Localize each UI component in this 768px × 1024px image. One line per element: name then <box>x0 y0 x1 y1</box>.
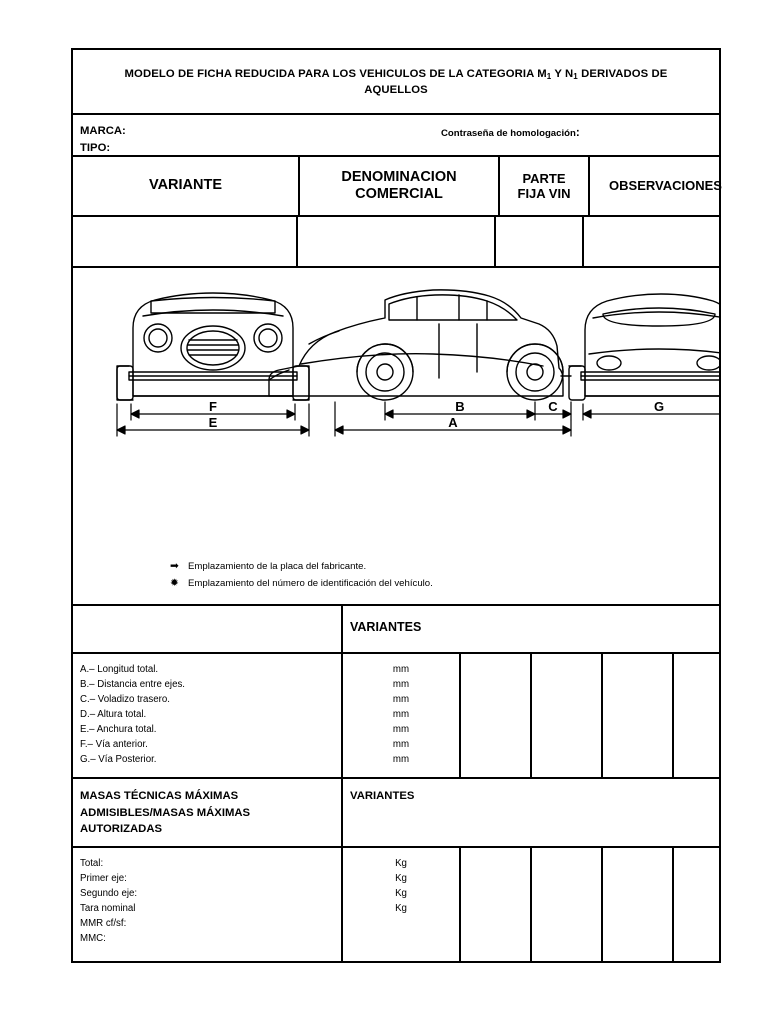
denominacion-line1: DENOMINACION <box>341 168 457 185</box>
legend-item-vin <box>170 575 433 592</box>
marca-tipo-labels <box>80 123 126 157</box>
page-title <box>73 50 719 113</box>
dimension-unit-G: mm <box>392 754 410 766</box>
masses-unit-segundo-eje: Kg <box>395 888 407 900</box>
marca-tipo-row <box>73 115 719 157</box>
front-view-drawing <box>117 293 309 400</box>
cell-parte-fija-vin[interactable] <box>495 217 583 266</box>
cell-variante[interactable] <box>73 217 297 266</box>
dimension-label-E: E.– Anchura total. <box>80 724 157 736</box>
dimension-unit-D: mm <box>392 709 410 721</box>
page-title-line2: AQUELLOS <box>364 84 428 97</box>
parte-fija-line1: PARTE <box>522 170 566 186</box>
dimension-variant-column-2[interactable] <box>531 654 602 777</box>
table-header-row <box>73 157 741 215</box>
marca-label: MARCA: <box>80 124 126 137</box>
masses-title <box>73 779 342 846</box>
masses-label-list <box>73 848 342 960</box>
masses-units-column <box>342 848 460 960</box>
masses-unit-total: Kg <box>395 858 407 870</box>
table-row <box>73 217 733 266</box>
rear-view-drawing <box>569 294 719 400</box>
dimension-variant-column-3[interactable] <box>602 654 673 777</box>
column-header-denominacion-comercial <box>299 157 499 215</box>
dimension-label-F: F.– Vía anterior. <box>80 739 148 751</box>
dimensions-header-empty <box>73 606 342 652</box>
dimension-units-column <box>342 654 460 777</box>
dimensions-header-variantes: VARIANTES <box>350 619 422 634</box>
masses-variant-column-4[interactable] <box>673 848 744 960</box>
column-header-observaciones: OBSERVACIONES <box>609 178 722 194</box>
masses-title-line2: ADMISIBLES/MASAS MÁXIMAS <box>80 806 251 819</box>
dimension-label-B: B.– Distancia entre ejes. <box>80 679 186 690</box>
homologacion-label <box>441 127 580 139</box>
masses-label-mmc: MMC: <box>80 933 106 945</box>
dimension-labels <box>209 338 719 430</box>
masses-header-table <box>73 779 719 846</box>
vehicle-dimension-diagram <box>73 268 719 604</box>
dimension-unit-E: mm <box>392 724 410 736</box>
vehicle-diagram-row <box>73 268 719 606</box>
masses-label-segundo-eje: Segundo eje: <box>80 888 138 900</box>
masses-values-table <box>73 848 744 960</box>
form-title-row <box>73 50 719 115</box>
dimension-label-A: A.– Longitud total. <box>80 663 159 675</box>
cell-denominacion-comercial[interactable] <box>297 217 495 266</box>
asterisk-icon: ✹ <box>170 576 179 589</box>
masses-label-mmr: MMR cf/sf: <box>80 918 127 930</box>
dimensions-header-row <box>73 606 719 652</box>
dimension-variant-column-1[interactable] <box>460 654 531 777</box>
dimension-unit-A: mm <box>392 663 410 675</box>
dimension-label-D: D.– Altura total. <box>80 709 147 721</box>
vehicle-record-form <box>71 48 721 963</box>
label-C: C <box>548 398 558 414</box>
dimension-label-list <box>73 654 342 777</box>
label-A: A <box>448 414 458 430</box>
masses-title-line1: MASAS TÉCNICAS MÁXIMAS <box>80 790 239 803</box>
legend-text-vin: Emplazamiento del número de identificación del vehículo. <box>188 577 433 589</box>
table-row <box>73 848 744 960</box>
page-title-part1: MODELO DE FICHA REDUCIDA PARA LOS VEHICULOS DE LA CATEGORIA M <box>124 68 547 80</box>
masses-table-row <box>73 779 719 960</box>
dimensions-values-table <box>73 654 744 777</box>
dimension-unit-B: mm <box>392 679 410 690</box>
label-F: F <box>209 398 217 414</box>
variant-values-table <box>73 217 733 266</box>
cell-observaciones[interactable] <box>583 217 733 266</box>
masses-variant-column-1[interactable] <box>460 848 531 960</box>
homologacion-colon: : <box>575 126 580 139</box>
masses-header-variantes: VARIANTES <box>350 790 415 803</box>
diagram-legend <box>170 558 433 592</box>
variant-header-table-row <box>73 157 722 268</box>
table-row <box>73 654 744 777</box>
masses-header-row <box>73 779 719 846</box>
tipo-label: TIPO: <box>80 141 111 154</box>
dimensions-table-row <box>73 606 719 779</box>
dimension-unit-F: mm <box>392 739 410 751</box>
page-title-sub1: 1 <box>546 72 552 81</box>
page-title-end: DERIVADOS DE <box>577 68 668 80</box>
dimension-label-G: G.– Vía Posterior. <box>80 754 157 766</box>
masses-label-total: Total: <box>80 858 104 870</box>
dimension-label-C: C.– Voladizo trasero. <box>80 694 170 706</box>
label-E: E <box>208 414 218 430</box>
masses-label-primer-eje: Primer eje: <box>80 873 127 885</box>
label-B: B <box>455 398 465 414</box>
side-view-drawing <box>269 290 571 400</box>
masses-unit-tara-nominal: Kg <box>395 903 407 915</box>
dimensions-table <box>73 606 719 652</box>
legend-item-plate <box>170 558 433 575</box>
page-title-mid: Y N <box>551 68 574 80</box>
label-G: G <box>653 398 665 414</box>
column-header-parte-fija-vin <box>499 157 589 215</box>
masses-label-tara-nominal: Tara nominal <box>80 903 136 915</box>
masses-unit-primer-eje: Kg <box>395 873 407 885</box>
arrow-right-icon: ➡ <box>170 559 179 572</box>
legend-text-plate: Emplazamiento de la placa del fabricante. <box>188 560 367 572</box>
dimension-variant-column-4[interactable] <box>673 654 744 777</box>
page-title-sub2: 1 <box>573 72 578 81</box>
variant-header-table <box>73 157 741 215</box>
parte-fija-line2: FIJA VIN <box>517 185 571 201</box>
denominacion-line2: COMERCIAL <box>355 185 443 202</box>
masses-title-line3: AUTORIZADAS <box>80 822 163 835</box>
column-header-variante: VARIANTE <box>73 157 299 215</box>
dimension-unit-C: mm <box>392 694 410 706</box>
masses-variant-column-2[interactable] <box>531 848 602 960</box>
masses-variant-column-3[interactable] <box>602 848 673 960</box>
homologacion-text: Contraseña de homologación <box>441 127 576 139</box>
